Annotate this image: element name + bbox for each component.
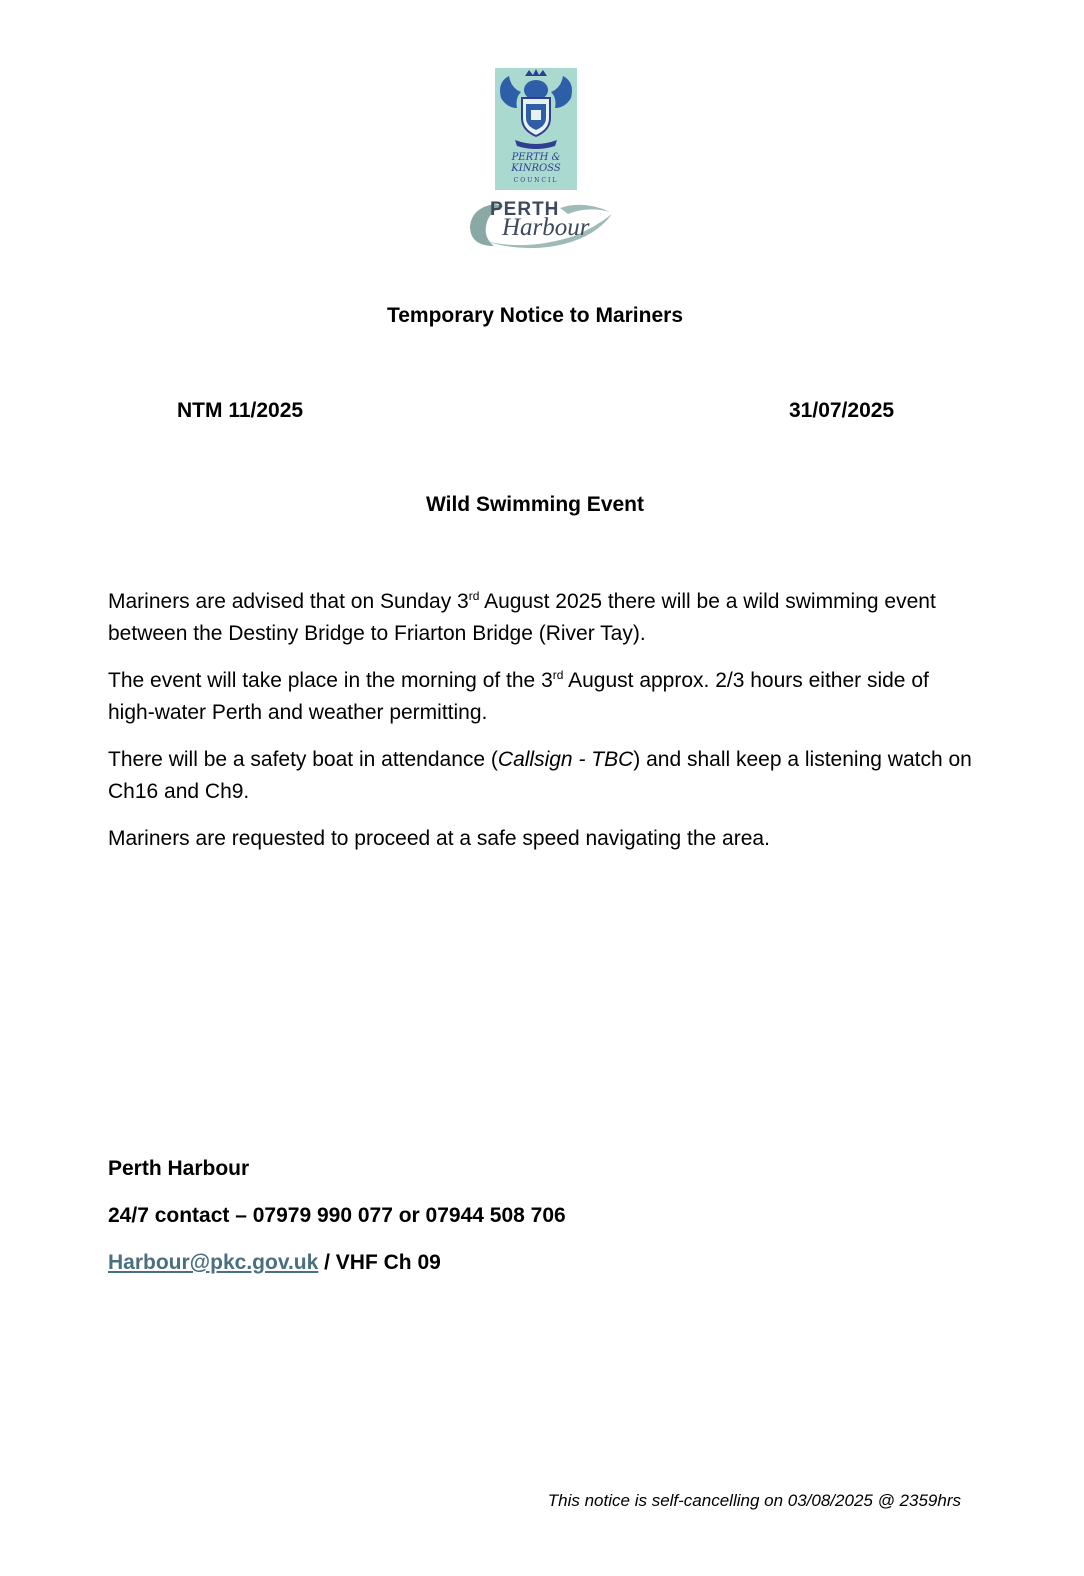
contact-phone: 24/7 contact – 07979 990 077 or 07944 508 706	[108, 1204, 566, 1227]
crest-emblem-icon	[495, 68, 577, 152]
body-p2-superscript: rd	[552, 668, 564, 682]
body-p3-text-b: ) and shall keep a listening watch on Ch16 and Ch9.	[108, 748, 972, 803]
contact-name: Perth Harbour	[108, 1157, 250, 1180]
body-p1-text-b: August 2025 there will be a wild swimming event between the Destiny Bridge to Friarton Bridge (River Tay).	[108, 590, 936, 645]
harbour-logo-perth: PERTH	[490, 199, 560, 220]
body-paragraph-3	[108, 744, 978, 808]
council-name-line1: PERTH &	[511, 152, 561, 163]
notice-date: 31/07/2025	[789, 399, 895, 422]
body-paragraph-2	[108, 665, 978, 729]
body-p1-text-a: Mariners are advised that on Sunday 3	[108, 590, 469, 613]
notice-body	[108, 586, 978, 870]
body-paragraph-1	[108, 586, 978, 650]
notice-title: Temporary Notice to Mariners	[386, 304, 684, 327]
body-p3-callsign: Callsign - TBC	[497, 748, 634, 771]
body-p3-text-a: There will be a safety boat in attendance (	[108, 748, 498, 771]
body-p2-text-b: August approx. 2/3 hours either side of high-water Perth and weather permitting.	[108, 669, 929, 724]
body-p2-text-a: The event will take place in the morning of the 3	[108, 669, 553, 692]
contact-block	[108, 1157, 566, 1298]
contact-email-line	[108, 1251, 566, 1298]
council-name-line3: COUNCIL	[513, 177, 559, 184]
footer-note: This notice is self-cancelling on 03/08/2025 @ 2359hrs	[547, 1491, 961, 1510]
council-name-line2: KINROSS	[511, 163, 561, 174]
contact-vhf: / VHF Ch 09	[318, 1251, 441, 1274]
notice-reference: NTM 11/2025	[177, 399, 304, 422]
body-paragraph-4: Mariners are requested to proceed at a safe speed navigating the area.	[108, 827, 770, 850]
notice-subject: Wild Swimming Event	[426, 493, 644, 516]
body-p1-superscript: rd	[468, 589, 480, 603]
logo-block	[464, 66, 616, 252]
harbour-logo-harbour: Harbour	[502, 214, 590, 241]
email-link[interactable]: Harbour@pkc.gov.uk	[108, 1251, 319, 1274]
council-crest-logo	[495, 68, 577, 190]
